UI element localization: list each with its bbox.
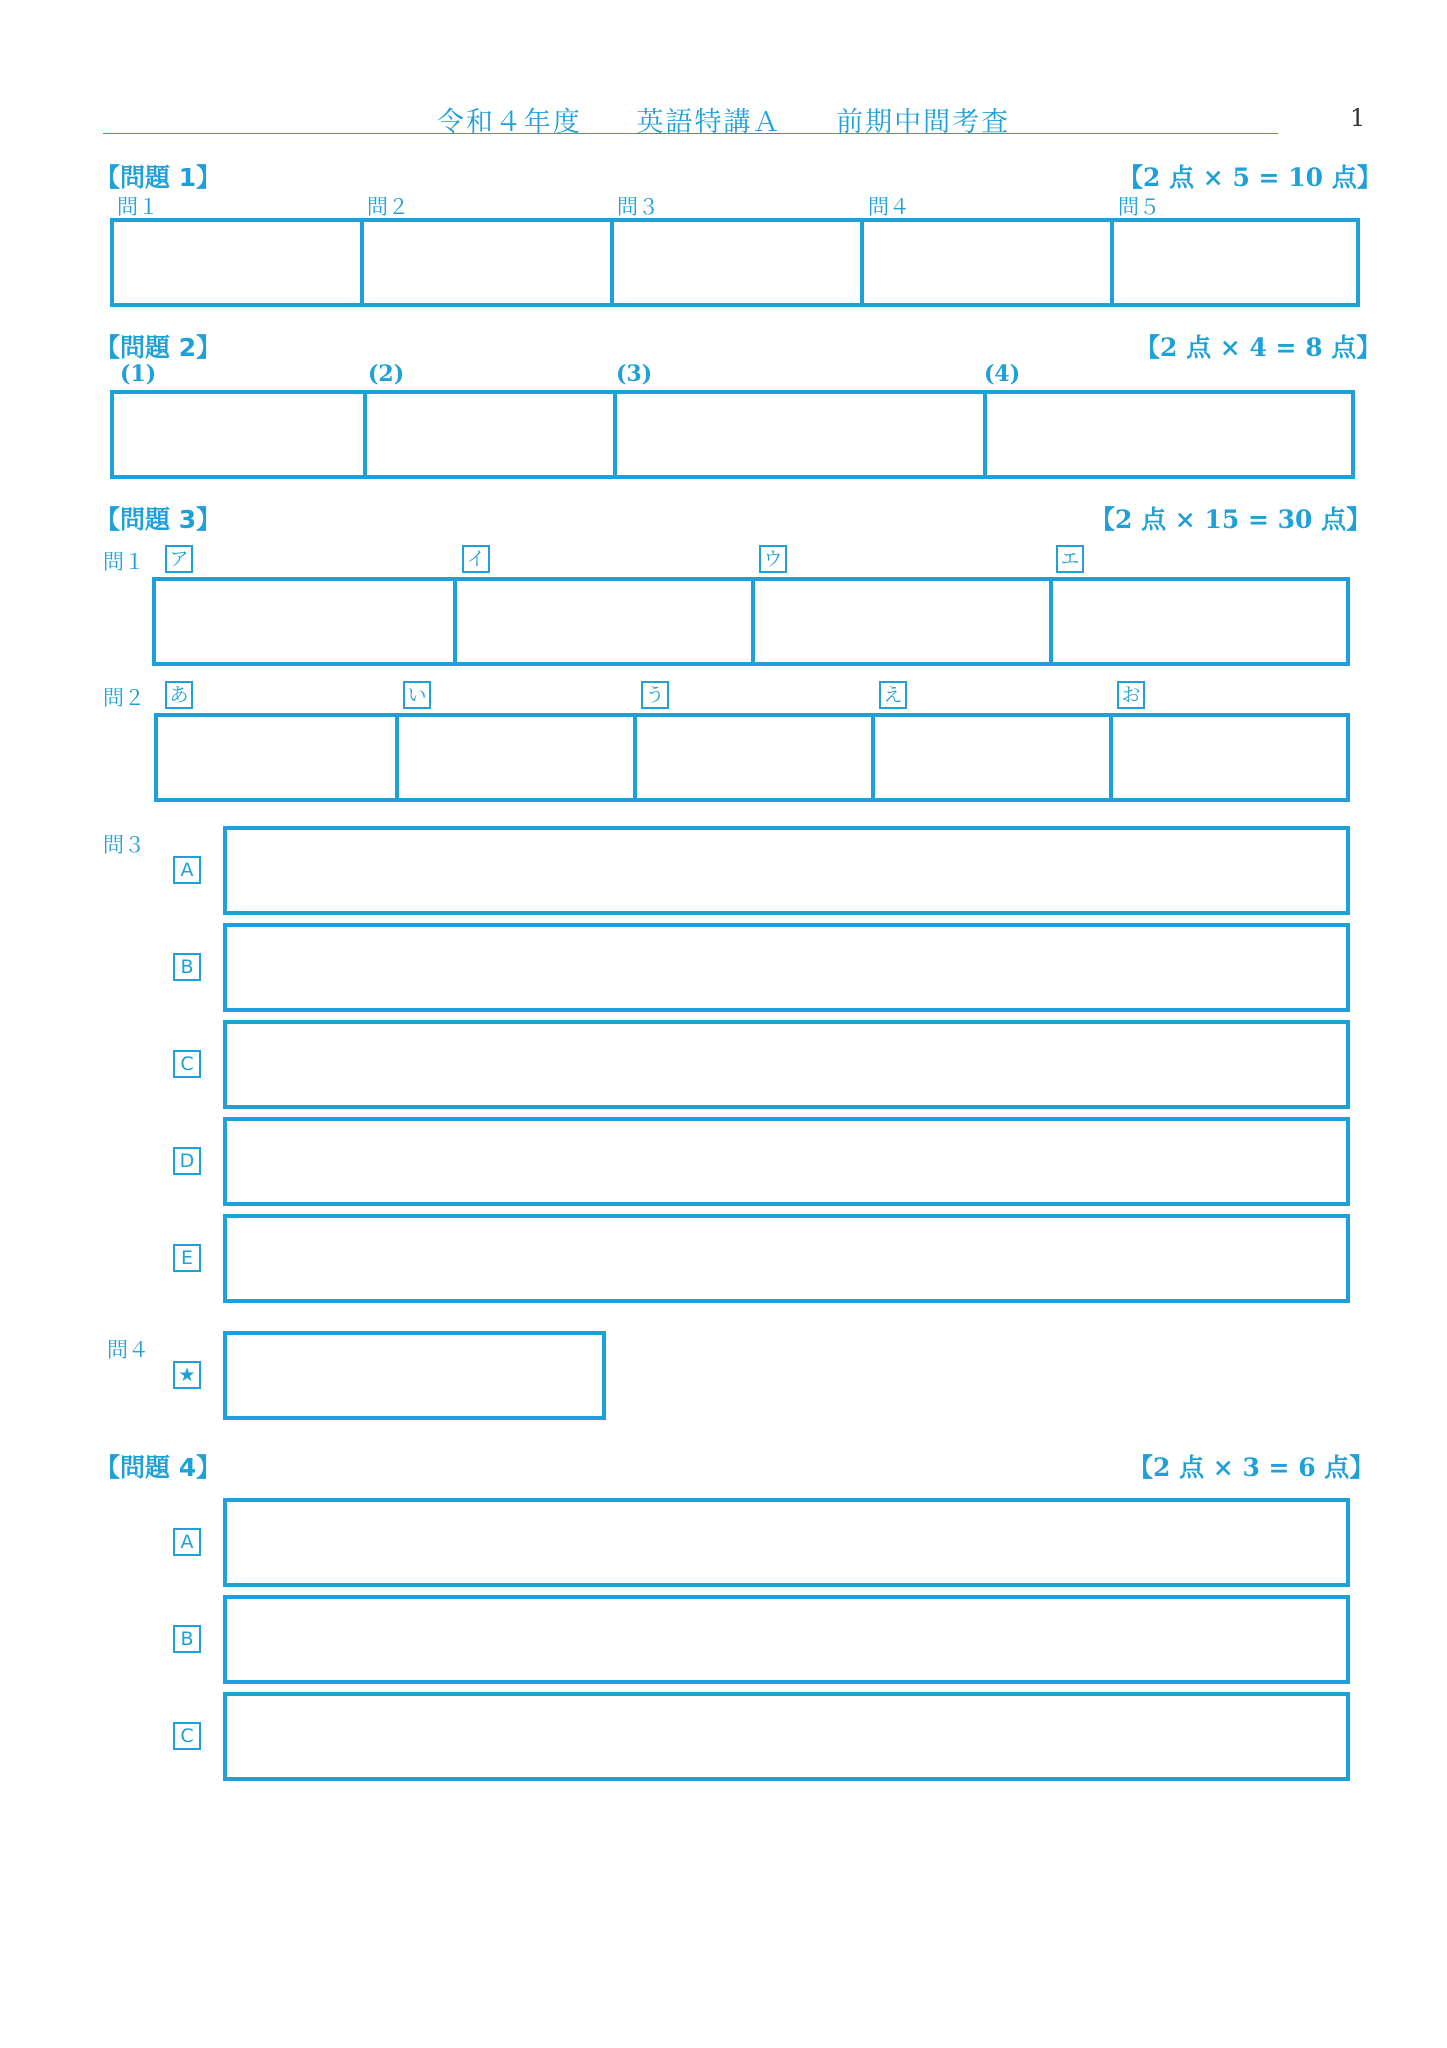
- s3-q3-marker-b: B: [173, 953, 201, 981]
- s3-q1-label: 問１: [103, 550, 145, 574]
- s1-answer-1[interactable]: [114, 222, 364, 303]
- s3-q1-marker-i: イ: [462, 545, 490, 573]
- s3-q1-answer-1[interactable]: [156, 581, 455, 662]
- s4-answer-b[interactable]: [223, 1595, 1350, 1684]
- s3-q2-marker-i: い: [403, 681, 431, 709]
- header-year: 令和４年度: [436, 107, 582, 138]
- section3-title: 【問題 3】: [95, 505, 222, 534]
- s4-answer-c[interactable]: [223, 1692, 1350, 1781]
- s3-q2-answer-row: [154, 713, 1350, 802]
- section3-points: 【2 点 × 15 = 30 点】: [1090, 505, 1372, 534]
- header-course: 英語特講Ａ: [636, 107, 782, 138]
- s3-q2-answer-2[interactable]: [395, 717, 638, 798]
- s3-q4-answer[interactable]: [223, 1331, 606, 1420]
- s4-marker-a: A: [173, 1528, 201, 1556]
- s1-label-4: 問４: [868, 195, 910, 219]
- section1-points: 【2 点 × 5 = 10 点】: [1118, 163, 1382, 192]
- s3-q3-label: 問３: [103, 833, 145, 857]
- s1-answer-5[interactable]: [1110, 222, 1360, 303]
- section4-points: 【2 点 × 3 = 6 点】: [1128, 1453, 1375, 1482]
- header-rule: [103, 133, 1278, 134]
- s1-answer-3[interactable]: [610, 222, 864, 303]
- s4-answer-a[interactable]: [223, 1498, 1350, 1587]
- s2-answer-3[interactable]: [613, 394, 987, 475]
- s3-q3-marker-d: D: [173, 1147, 201, 1175]
- s3-q1-answer-2[interactable]: [453, 581, 756, 662]
- s4-marker-c: C: [173, 1722, 201, 1750]
- section2-points: 【2 点 × 4 = 8 点】: [1135, 333, 1382, 362]
- s2-answer-1[interactable]: [114, 394, 364, 475]
- section1-title: 【問題 1】: [95, 163, 222, 192]
- s1-label-3: 問３: [617, 195, 659, 219]
- s2-answer-4[interactable]: [983, 394, 1355, 475]
- s3-q3-marker-e: E: [173, 1244, 201, 1272]
- s3-q3-answer-c[interactable]: [223, 1020, 1350, 1109]
- page-number: 1: [1350, 104, 1366, 132]
- s3-q2-answer-3[interactable]: [633, 717, 876, 798]
- s2-answer-row: [110, 390, 1355, 479]
- s2-answer-2[interactable]: [363, 394, 617, 475]
- s3-q2-marker-u: う: [641, 681, 669, 709]
- s1-label-1: 問１: [117, 195, 159, 219]
- s3-q3-marker-c: C: [173, 1050, 201, 1078]
- s3-q4-label: 問４: [107, 1338, 149, 1362]
- s3-q2-answer-1[interactable]: [158, 717, 397, 798]
- s3-q1-marker-u: ウ: [759, 545, 787, 573]
- section2-title: 【問題 2】: [95, 333, 222, 362]
- s3-q2-marker-e: え: [879, 681, 907, 709]
- s2-label-3: (3): [616, 361, 653, 387]
- s1-label-5: 問５: [1118, 195, 1160, 219]
- s3-q1-marker-e: エ: [1056, 545, 1084, 573]
- s3-q1-answer-3[interactable]: [751, 581, 1054, 662]
- s3-q3-answer-a[interactable]: [223, 826, 1350, 915]
- s2-label-4: (4): [984, 361, 1021, 387]
- s3-q2-answer-4[interactable]: [871, 717, 1114, 798]
- s4-marker-b: B: [173, 1625, 201, 1653]
- s1-label-2: 問２: [367, 195, 409, 219]
- header-exam: 前期中間考査: [836, 107, 1011, 138]
- s3-q1-marker-a: ア: [165, 545, 193, 573]
- s1-answer-row: [110, 218, 1360, 307]
- star-icon: ★: [173, 1361, 201, 1389]
- s3-q2-answer-5[interactable]: [1109, 717, 1350, 798]
- s3-q1-answer-row: [152, 577, 1350, 666]
- s1-answer-4[interactable]: [860, 222, 1114, 303]
- s3-q3-answer-b[interactable]: [223, 923, 1350, 1012]
- s3-q2-marker-a: あ: [165, 681, 193, 709]
- s2-label-1: (1): [120, 361, 157, 387]
- section4-title: 【問題 4】: [95, 1453, 222, 1482]
- s3-q1-answer-4[interactable]: [1049, 581, 1350, 662]
- s1-answer-2[interactable]: [360, 222, 614, 303]
- s3-q3-answer-e[interactable]: [223, 1214, 1350, 1303]
- s2-label-2: (2): [368, 361, 405, 387]
- s3-q2-label: 問２: [103, 686, 145, 710]
- s3-q3-answer-d[interactable]: [223, 1117, 1350, 1206]
- s3-q3-marker-a: A: [173, 856, 201, 884]
- s3-q2-marker-o: お: [1117, 681, 1145, 709]
